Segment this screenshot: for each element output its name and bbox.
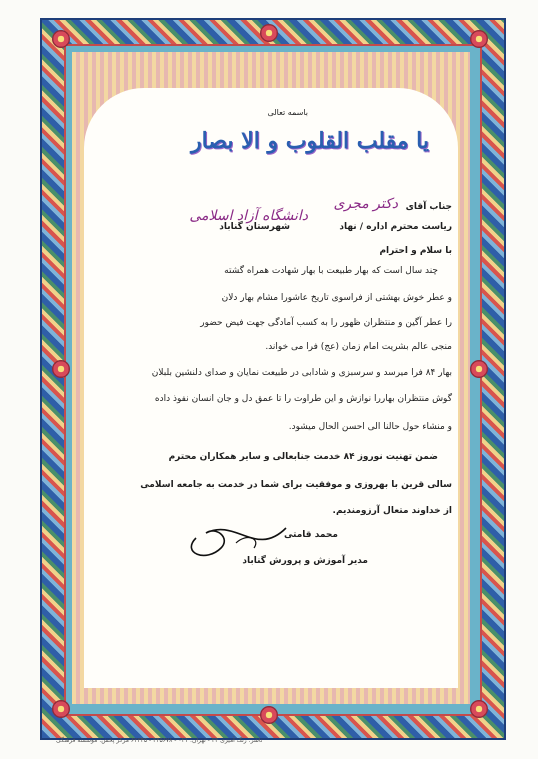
bismillah: باسمه تعالی — [267, 108, 308, 117]
flower-ornament-icon — [260, 24, 278, 42]
recipient-org: دانشگاه آزاد اسلامی — [189, 208, 308, 224]
body-line: منجی عالم بشریت امام زمان (عج) فرا می خواند. — [265, 342, 452, 352]
body-line: را عطر آگین و منتظران ظهور را به کسب آمادگی جهت فیض حضور — [200, 318, 452, 328]
flower-ornament-icon — [470, 30, 488, 48]
flower-ornament-icon — [260, 706, 278, 724]
flower-ornament-icon — [52, 30, 70, 48]
closing-line: از خداوند متعال آرزومندیم. — [332, 506, 452, 516]
recipient-position: ریاست محترم اداره / نهاد — [339, 222, 452, 232]
body-line: بهار ۸۴ فرا میرسد و سرسبزی و شادابی در طبیعت نمایان و صدای دلنشین بلبلان — [151, 368, 452, 378]
closing-line: ضمن تهنیت نوروز ۸۴ خدمت جنابعالی و سایر همکاران محترم — [168, 452, 438, 462]
flower-ornament-icon — [52, 700, 70, 718]
recipient-city: شهرستان گناباد — [219, 222, 290, 232]
body-line: گوش منتظران بهاررا نوازش و این طراوت را تا عمق دل و جان انسان نفوذ داده — [154, 394, 452, 404]
closing-line: سالی قرین با بهروزی و موفقیت برای شما در خدمت به جامعه اسلامی — [140, 480, 452, 490]
flower-ornament-icon — [470, 700, 488, 718]
flower-ornament-icon — [52, 360, 70, 378]
motto-title: یا مقلب القلوب و الا بصار — [190, 128, 430, 154]
flower-ornament-icon — [470, 360, 488, 378]
body-line: چند سال است که بهار طبیعت با بهار شهادت همراه گشته — [224, 266, 438, 276]
signatory-title: مدیر آموزش و پرورش گناباد — [242, 556, 368, 566]
body-line: و منشاء حول حالنا الی احسن الحال میشود. — [288, 422, 452, 432]
signatory-name: محمد قامتی — [283, 530, 338, 540]
print-footer: ناشر: رنگ آمیزی ۳۴ - تهران: ۰۲۱ - ۳۴۵۶۷۸ - ۶۲۳۴۵ مرکز پخش: موسسه فرهنگی — [56, 737, 263, 744]
body-line: و عطر خوش بهشتی از فراسوی تاریخ عاشورا مشام بهار دلان — [221, 293, 452, 303]
letter-content-area — [84, 88, 458, 688]
recipient-salutation: جناب آقای — [405, 202, 452, 212]
greeting: با سلام و احترام — [379, 246, 452, 256]
recipient-name: دکتر مجری — [333, 196, 398, 212]
